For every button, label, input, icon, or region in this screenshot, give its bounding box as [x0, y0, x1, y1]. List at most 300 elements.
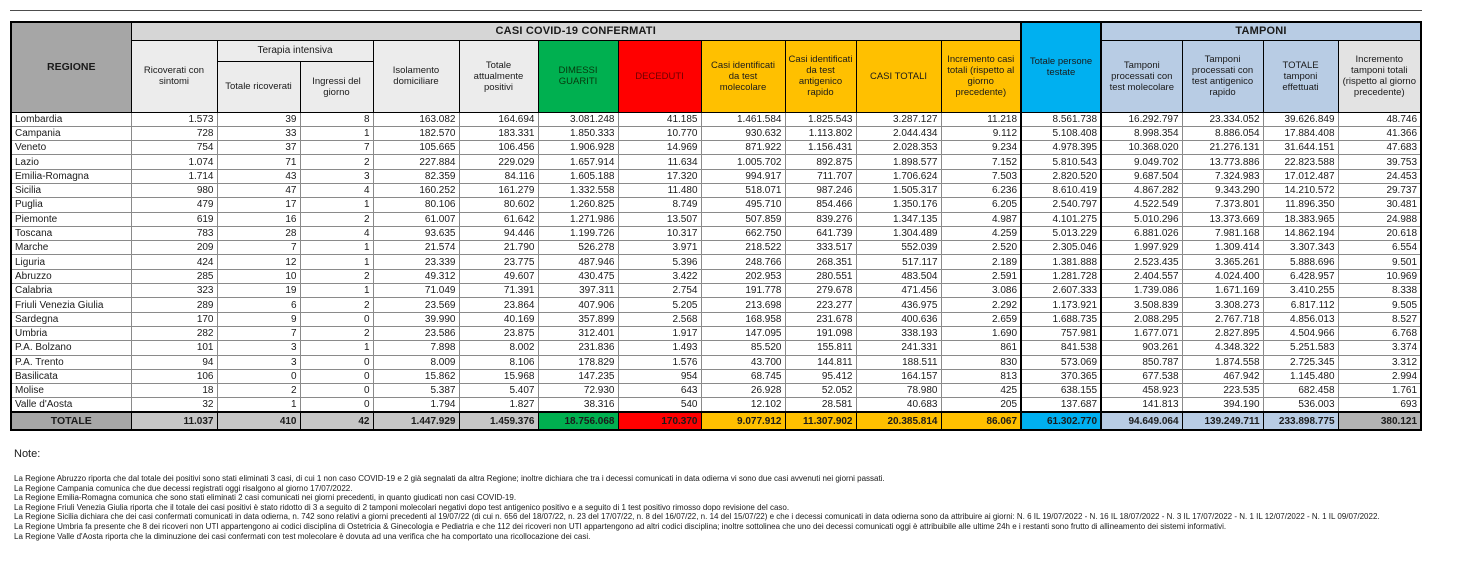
header-totale-tamponi: TOTALE tamponi effettuati	[1263, 40, 1338, 112]
cell-casi-totali: 400.636	[856, 312, 941, 326]
cell-incremento-casi-totali: 9.112	[941, 126, 1021, 140]
cell-tamponi-antigenico: 394.190	[1182, 398, 1263, 412]
cell-incremento-casi-totali: 205	[941, 398, 1021, 412]
cell-totale-attualmente-positivi: 164.694	[459, 112, 538, 126]
cell-tamponi-molecolare: 10.368.020	[1101, 141, 1182, 155]
cell-isolamento-domiciliare: 49.312	[373, 269, 459, 283]
cell-casi-totali: 1.505.317	[856, 183, 941, 197]
cell-tamponi-molecolare: 9.687.504	[1101, 169, 1182, 183]
cell-dimessi-guariti: 1.332.558	[538, 183, 618, 197]
cell-totale-tamponi: 536.003	[1263, 398, 1338, 412]
cell-casi-test-antigenico: 155.811	[785, 341, 856, 355]
cell-isolamento-domiciliare: 160.252	[373, 183, 459, 197]
cell-incremento-tamponi: 9.501	[1338, 255, 1421, 269]
cell-casi-totali: 436.975	[856, 298, 941, 312]
cell-totale-persone-testate: 2.305.046	[1021, 241, 1101, 255]
cell-tamponi-molecolare: 4.522.549	[1101, 198, 1182, 212]
cell-deceduti: 2.568	[618, 312, 701, 326]
region-name: Valle d'Aosta	[11, 398, 131, 412]
header-ricoverati-con-sintomi: Ricoverati con sintomi	[131, 40, 217, 112]
cell-tamponi-molecolare: 1.739.086	[1101, 284, 1182, 298]
cell-casi-test-molecolare: 1.461.584	[701, 112, 785, 126]
cell-terapia-intensiva-totale: 43	[217, 169, 300, 183]
cell-casi-totali: 164.157	[856, 369, 941, 383]
cell-incremento-casi-totali: 813	[941, 369, 1021, 383]
cell-tamponi-antigenico: 13.773.886	[1182, 155, 1263, 169]
cell-ricoverati-con-sintomi: 106	[131, 369, 217, 383]
cell-totale-tamponi: 2.725.345	[1263, 355, 1338, 369]
cell-terapia-intensiva-totale: 2	[217, 384, 300, 398]
cell-incremento-casi-totali: 2.591	[941, 269, 1021, 283]
cell-deceduti: 13.507	[618, 212, 701, 226]
cell-terapia-intensiva-ingressi: 8	[300, 112, 373, 126]
cell-tamponi-molecolare: 8.998.354	[1101, 126, 1182, 140]
cell-ricoverati-con-sintomi: 619	[131, 212, 217, 226]
cell-terapia-intensiva-ingressi: 4	[300, 226, 373, 240]
cell-isolamento-domiciliare: 93.635	[373, 226, 459, 240]
cell-isolamento-domiciliare: 80.106	[373, 198, 459, 212]
cell-tamponi-antigenico: 4.024.400	[1182, 269, 1263, 283]
cell-terapia-intensiva-ingressi: 1	[300, 126, 373, 140]
cell-casi-test-molecolare: 85.520	[701, 341, 785, 355]
cell-incremento-casi-totali: 4.987	[941, 212, 1021, 226]
region-name: Molise	[11, 384, 131, 398]
totale-tamponi-antigenico: 139.249.711	[1182, 412, 1263, 430]
cell-terapia-intensiva-totale: 3	[217, 341, 300, 355]
cell-tamponi-molecolare: 458.923	[1101, 384, 1182, 398]
cell-totale-attualmente-positivi: 80.602	[459, 198, 538, 212]
cell-incremento-tamponi: 24.453	[1338, 169, 1421, 183]
cell-totale-attualmente-positivi: 40.169	[459, 312, 538, 326]
cell-tamponi-antigenico: 13.373.669	[1182, 212, 1263, 226]
cell-casi-test-antigenico: 839.276	[785, 212, 856, 226]
cell-totale-persone-testate: 5.810.543	[1021, 155, 1101, 169]
cell-totale-persone-testate: 573.069	[1021, 355, 1101, 369]
table-row	[11, 112, 1421, 126]
cell-tamponi-antigenico: 23.334.052	[1182, 112, 1263, 126]
cell-casi-test-molecolare: 218.522	[701, 241, 785, 255]
table-row	[11, 255, 1421, 269]
cell-isolamento-domiciliare: 5.387	[373, 384, 459, 398]
cell-casi-totali: 78.980	[856, 384, 941, 398]
cell-isolamento-domiciliare: 163.082	[373, 112, 459, 126]
region-name: Lazio	[11, 155, 131, 169]
cell-ricoverati-con-sintomi: 424	[131, 255, 217, 269]
cell-isolamento-domiciliare: 23.586	[373, 326, 459, 340]
cell-isolamento-domiciliare: 82.359	[373, 169, 459, 183]
cell-casi-totali: 2.028.353	[856, 141, 941, 155]
totale-isolamento-domiciliare: 1.447.929	[373, 412, 459, 430]
cell-isolamento-domiciliare: 1.794	[373, 398, 459, 412]
header-terapia-intensiva: Terapia intensiva	[217, 40, 373, 61]
table-row	[11, 341, 1421, 355]
cell-terapia-intensiva-totale: 3	[217, 355, 300, 369]
cell-dimessi-guariti: 1.271.986	[538, 212, 618, 226]
cell-ricoverati-con-sintomi: 1.573	[131, 112, 217, 126]
cell-tamponi-molecolare: 850.787	[1101, 355, 1182, 369]
cell-ricoverati-con-sintomi: 479	[131, 198, 217, 212]
cell-casi-test-antigenico: 641.739	[785, 226, 856, 240]
cell-incremento-tamponi: 24.988	[1338, 212, 1421, 226]
cell-terapia-intensiva-ingressi: 1	[300, 241, 373, 255]
cell-totale-tamponi: 22.823.588	[1263, 155, 1338, 169]
cell-terapia-intensiva-totale: 0	[217, 369, 300, 383]
cell-terapia-intensiva-totale: 7	[217, 241, 300, 255]
table-row	[11, 183, 1421, 197]
cell-casi-test-molecolare: 12.102	[701, 398, 785, 412]
cell-casi-test-molecolare: 662.750	[701, 226, 785, 240]
cell-incremento-tamponi: 6.554	[1338, 241, 1421, 255]
cell-dimessi-guariti: 1.605.188	[538, 169, 618, 183]
page-top-rule	[10, 10, 1422, 11]
cell-terapia-intensiva-totale: 1	[217, 398, 300, 412]
cell-totale-attualmente-positivi: 23.864	[459, 298, 538, 312]
cell-dimessi-guariti: 147.235	[538, 369, 618, 383]
table-row	[11, 269, 1421, 283]
table-row	[11, 141, 1421, 155]
totale-totale-persone-testate: 61.302.770	[1021, 412, 1101, 430]
region-name: Toscana	[11, 226, 131, 240]
cell-tamponi-antigenico: 3.308.273	[1182, 298, 1263, 312]
totale-terapia-intensiva-ingressi: 42	[300, 412, 373, 430]
cell-casi-totali: 3.287.127	[856, 112, 941, 126]
cell-terapia-intensiva-ingressi: 1	[300, 255, 373, 269]
cell-terapia-intensiva-ingressi: 0	[300, 384, 373, 398]
cell-casi-test-antigenico: 1.156.431	[785, 141, 856, 155]
cell-dimessi-guariti: 1.657.914	[538, 155, 618, 169]
cell-terapia-intensiva-totale: 6	[217, 298, 300, 312]
cell-tamponi-antigenico: 2.827.895	[1182, 326, 1263, 340]
cell-dimessi-guariti: 1.850.333	[538, 126, 618, 140]
cell-incremento-tamponi: 9.505	[1338, 298, 1421, 312]
totale-dimessi-guariti: 18.756.068	[538, 412, 618, 430]
cell-terapia-intensiva-ingressi: 2	[300, 326, 373, 340]
cell-totale-persone-testate: 5.013.229	[1021, 226, 1101, 240]
cell-dimessi-guariti: 38.316	[538, 398, 618, 412]
cell-totale-persone-testate: 2.607.333	[1021, 284, 1101, 298]
cell-totale-tamponi: 17.884.408	[1263, 126, 1338, 140]
cell-totale-attualmente-positivi: 49.607	[459, 269, 538, 283]
cell-tamponi-molecolare: 5.010.296	[1101, 212, 1182, 226]
cell-ricoverati-con-sintomi: 170	[131, 312, 217, 326]
cell-tamponi-antigenico: 7.324.983	[1182, 169, 1263, 183]
cell-casi-test-antigenico: 711.707	[785, 169, 856, 183]
cell-casi-test-antigenico: 231.678	[785, 312, 856, 326]
covid-table-container	[10, 21, 1422, 431]
cell-incremento-casi-totali: 6.205	[941, 198, 1021, 212]
table-row	[11, 155, 1421, 169]
cell-casi-test-antigenico: 144.811	[785, 355, 856, 369]
cell-terapia-intensiva-totale: 39	[217, 112, 300, 126]
cell-totale-tamponi: 6.428.957	[1263, 269, 1338, 283]
table-footer	[11, 412, 1421, 430]
cell-tamponi-antigenico: 1.309.414	[1182, 241, 1263, 255]
cell-deceduti: 540	[618, 398, 701, 412]
cell-tamponi-antigenico: 7.981.168	[1182, 226, 1263, 240]
cell-terapia-intensiva-totale: 33	[217, 126, 300, 140]
cell-totale-tamponi: 682.458	[1263, 384, 1338, 398]
cell-terapia-intensiva-ingressi: 1	[300, 284, 373, 298]
totale-tamponi-molecolare: 94.649.064	[1101, 412, 1182, 430]
cell-deceduti: 1.493	[618, 341, 701, 355]
cell-totale-persone-testate: 5.108.408	[1021, 126, 1101, 140]
cell-isolamento-domiciliare: 15.862	[373, 369, 459, 383]
cell-casi-test-antigenico: 52.052	[785, 384, 856, 398]
cell-casi-totali: 2.044.434	[856, 126, 941, 140]
cell-tamponi-antigenico: 3.365.261	[1182, 255, 1263, 269]
cell-tamponi-antigenico: 223.535	[1182, 384, 1263, 398]
cell-incremento-casi-totali: 4.259	[941, 226, 1021, 240]
cell-dimessi-guariti: 1.906.928	[538, 141, 618, 155]
covid-table	[10, 21, 1422, 431]
cell-casi-test-molecolare: 930.632	[701, 126, 785, 140]
region-name: Sicilia	[11, 183, 131, 197]
cell-deceduti: 11.480	[618, 183, 701, 197]
cell-isolamento-domiciliare: 39.990	[373, 312, 459, 326]
cell-incremento-tamponi: 41.366	[1338, 126, 1421, 140]
note-line: La Regione Abruzzo riporta che dal totale dei positivi sono stati eliminati 3 casi, di cui 1 non caso COVID-19 e 2 già segnalati da altra Regione; inoltre dichiara che tra i decessi comunicati in data odierna vi sono due casi avvenuti nei giorni passati.	[14, 474, 885, 483]
totale-incremento-tamponi: 380.121	[1338, 412, 1421, 430]
cell-tamponi-molecolare: 677.538	[1101, 369, 1182, 383]
cell-terapia-intensiva-totale: 47	[217, 183, 300, 197]
table-row	[11, 284, 1421, 298]
cell-totale-tamponi: 14.210.572	[1263, 183, 1338, 197]
cell-totale-attualmente-positivi: 71.391	[459, 284, 538, 298]
note-line: La Regione Umbria fa presente che 8 dei ricoveri non UTI appartengono ai codici disciplina di Ostetricia & Ginecologia e Pediatria e che 112 dei ricoveri non UTI appartengono ad altri codici disciplina; inoltre sottolinea che uno dei decessi comunicati oggi è attribuibile alle ultime 24h e i restanti sono frutto di allineamento dei sistemi informativi.	[14, 521, 1227, 531]
notes-lines	[14, 474, 1454, 541]
region-name: Veneto	[11, 141, 131, 155]
totale-casi-test-antigenico: 11.307.902	[785, 412, 856, 430]
cell-casi-totali: 1.706.624	[856, 169, 941, 183]
cell-incremento-tamponi: 8.338	[1338, 284, 1421, 298]
cell-casi-totali: 517.117	[856, 255, 941, 269]
cell-casi-test-molecolare: 495.710	[701, 198, 785, 212]
cell-tamponi-molecolare: 2.404.557	[1101, 269, 1182, 283]
cell-totale-attualmente-positivi: 106.456	[459, 141, 538, 155]
table-row	[11, 312, 1421, 326]
cell-incremento-tamponi: 8.527	[1338, 312, 1421, 326]
cell-ricoverati-con-sintomi: 101	[131, 341, 217, 355]
cell-incremento-tamponi: 47.683	[1338, 141, 1421, 155]
cell-totale-attualmente-positivi: 15.968	[459, 369, 538, 383]
cell-incremento-casi-totali: 861	[941, 341, 1021, 355]
note-line: La Regione Friuli Venezia Giulia riporta che il totale dei casi positivi è stato ridotto di 3 a seguito di 2 tamponi molecolari negativi dopo test antigenico positivo e a seguito di 1 test positivo rimosso dopo revisione del caso.	[14, 502, 790, 512]
cell-incremento-casi-totali: 11.218	[941, 112, 1021, 126]
cell-casi-test-antigenico: 279.678	[785, 284, 856, 298]
banner-tamponi: TAMPONI	[1101, 22, 1421, 40]
cell-incremento-casi-totali: 2.189	[941, 255, 1021, 269]
cell-incremento-casi-totali: 9.234	[941, 141, 1021, 155]
cell-terapia-intensiva-ingressi: 3	[300, 169, 373, 183]
table-row	[11, 169, 1421, 183]
cell-deceduti: 17.320	[618, 169, 701, 183]
cell-deceduti: 643	[618, 384, 701, 398]
cell-tamponi-antigenico: 4.348.322	[1182, 341, 1263, 355]
header-tamponi-antigenico: Tamponi processati con test antigenico rapido	[1182, 40, 1263, 112]
cell-tamponi-molecolare: 3.508.839	[1101, 298, 1182, 312]
cell-tamponi-molecolare: 141.813	[1101, 398, 1182, 412]
cell-casi-test-molecolare: 518.071	[701, 183, 785, 197]
cell-ricoverati-con-sintomi: 285	[131, 269, 217, 283]
cell-totale-persone-testate: 1.281.728	[1021, 269, 1101, 283]
cell-dimessi-guariti: 1.260.825	[538, 198, 618, 212]
cell-deceduti: 10.770	[618, 126, 701, 140]
cell-casi-test-antigenico: 223.277	[785, 298, 856, 312]
cell-casi-test-antigenico: 268.351	[785, 255, 856, 269]
header-incremento-casi: Incremento casi totali (rispetto al giorno precedente)	[941, 40, 1021, 112]
cell-deceduti: 10.317	[618, 226, 701, 240]
cell-ricoverati-con-sintomi: 754	[131, 141, 217, 155]
totale-totale-attualmente-positivi: 1.459.376	[459, 412, 538, 430]
cell-isolamento-domiciliare: 23.569	[373, 298, 459, 312]
cell-casi-test-molecolare: 147.095	[701, 326, 785, 340]
cell-casi-totali: 483.504	[856, 269, 941, 283]
cell-terapia-intensiva-totale: 9	[217, 312, 300, 326]
cell-terapia-intensiva-ingressi: 1	[300, 341, 373, 355]
cell-dimessi-guariti: 312.401	[538, 326, 618, 340]
cell-incremento-casi-totali: 7.152	[941, 155, 1021, 169]
cell-casi-totali: 338.193	[856, 326, 941, 340]
cell-incremento-tamponi: 29.737	[1338, 183, 1421, 197]
cell-tamponi-antigenico: 8.886.054	[1182, 126, 1263, 140]
cell-casi-test-antigenico: 191.098	[785, 326, 856, 340]
cell-ricoverati-con-sintomi: 1.714	[131, 169, 217, 183]
cell-casi-totali: 1.350.176	[856, 198, 941, 212]
cell-dimessi-guariti: 178.829	[538, 355, 618, 369]
cell-terapia-intensiva-totale: 37	[217, 141, 300, 155]
cell-terapia-intensiva-totale: 19	[217, 284, 300, 298]
cell-totale-persone-testate: 1.381.888	[1021, 255, 1101, 269]
cell-deceduti: 14.969	[618, 141, 701, 155]
header-regione: REGIONE	[11, 22, 131, 112]
cell-terapia-intensiva-totale: 10	[217, 269, 300, 283]
cell-totale-persone-testate: 4.978.395	[1021, 141, 1101, 155]
cell-isolamento-domiciliare: 71.049	[373, 284, 459, 298]
totale-casi-totali: 20.385.814	[856, 412, 941, 430]
cell-terapia-intensiva-ingressi: 2	[300, 155, 373, 169]
cell-tamponi-molecolare: 2.088.295	[1101, 312, 1182, 326]
cell-tamponi-molecolare: 6.881.026	[1101, 226, 1182, 240]
cell-tamponi-antigenico: 7.373.801	[1182, 198, 1263, 212]
cell-deceduti: 11.634	[618, 155, 701, 169]
header-persone-testate: Totale persone testate	[1021, 22, 1101, 112]
header-dimessi-guariti: DIMESSI GUARITI	[538, 40, 618, 112]
cell-terapia-intensiva-ingressi: 7	[300, 141, 373, 155]
cell-tamponi-antigenico: 1.874.558	[1182, 355, 1263, 369]
region-name: Marche	[11, 241, 131, 255]
cell-incremento-casi-totali: 2.659	[941, 312, 1021, 326]
cell-casi-totali: 40.683	[856, 398, 941, 412]
cell-terapia-intensiva-totale: 71	[217, 155, 300, 169]
cell-totale-attualmente-positivi: 5.407	[459, 384, 538, 398]
region-name: Calabria	[11, 284, 131, 298]
note-line: La Regione Emilia-Romagna comunica che sono stati eliminati 2 casi comunicati nei giorni precedenti, in quanto giudicati non casi COVID-19.	[14, 493, 517, 503]
cell-incremento-tamponi: 3.374	[1338, 341, 1421, 355]
cell-ricoverati-con-sintomi: 94	[131, 355, 217, 369]
note-line: La Regione Valle d'Aosta riporta che la diminuzione dei casi confermati con test molecolare è dovuta ad una verifica che ha comportato una ricollocazione dei casi.	[14, 531, 591, 541]
cell-tamponi-molecolare: 4.867.282	[1101, 183, 1182, 197]
cell-casi-test-molecolare: 43.700	[701, 355, 785, 369]
region-name: Friuli Venezia Giulia	[11, 298, 131, 312]
cell-casi-test-molecolare: 26.928	[701, 384, 785, 398]
cell-terapia-intensiva-totale: 28	[217, 226, 300, 240]
cell-isolamento-domiciliare: 227.884	[373, 155, 459, 169]
header-ti-totale-ricoverati: Totale ricoverati	[217, 61, 300, 112]
cell-ricoverati-con-sintomi: 32	[131, 398, 217, 412]
totale-incremento-casi-totali: 86.067	[941, 412, 1021, 430]
cell-deceduti: 5.205	[618, 298, 701, 312]
cell-casi-test-antigenico: 95.412	[785, 369, 856, 383]
note-line: La Regione Campania comunica che due decessi registrati oggi risalgono al giorno 17/07/2022.	[14, 483, 353, 493]
cell-terapia-intensiva-ingressi: 2	[300, 298, 373, 312]
cell-totale-tamponi: 39.626.849	[1263, 112, 1338, 126]
region-name: Campania	[11, 126, 131, 140]
table-header	[11, 22, 1421, 112]
cell-casi-test-antigenico: 280.551	[785, 269, 856, 283]
cell-deceduti: 954	[618, 369, 701, 383]
cell-deceduti: 8.749	[618, 198, 701, 212]
cell-ricoverati-con-sintomi: 728	[131, 126, 217, 140]
cell-casi-totali: 241.331	[856, 341, 941, 355]
cell-incremento-casi-totali: 830	[941, 355, 1021, 369]
cell-totale-tamponi: 3.410.255	[1263, 284, 1338, 298]
cell-tamponi-antigenico: 9.343.290	[1182, 183, 1263, 197]
cell-casi-test-antigenico: 28.581	[785, 398, 856, 412]
cell-incremento-tamponi: 3.312	[1338, 355, 1421, 369]
cell-casi-test-molecolare: 248.766	[701, 255, 785, 269]
cell-totale-tamponi: 5.251.583	[1263, 341, 1338, 355]
note-line: La Regione Sicilia dichiara che dei casi confermati comunicati in data odierna, n. 742 sono relativi a giorni precedenti al 19/07/22 (di cui n. 656 del 18/07/22, n. 23 del 17/07/22, n. 8 del 16/07/22, n. 14 del 15/07/22) e che i decessi comunicati in data odierna sono da attribuire ai giorni: N. 6 IL 19/07/2022 - N. 16 IL 18/07/2022 - N. 3 IL 17/07/2022 - N. 1 IL 12/07/2022 - N. 1 IL 09/07/2022.	[14, 512, 1380, 522]
table-row	[11, 355, 1421, 369]
cell-ricoverati-con-sintomi: 18	[131, 384, 217, 398]
cell-ricoverati-con-sintomi: 323	[131, 284, 217, 298]
table-row	[11, 398, 1421, 412]
cell-terapia-intensiva-ingressi: 2	[300, 212, 373, 226]
cell-isolamento-domiciliare: 23.339	[373, 255, 459, 269]
cell-totale-persone-testate: 137.687	[1021, 398, 1101, 412]
cell-totale-tamponi: 5.888.696	[1263, 255, 1338, 269]
cell-incremento-casi-totali: 6.236	[941, 183, 1021, 197]
cell-casi-test-molecolare: 191.778	[701, 284, 785, 298]
cell-casi-totali: 552.039	[856, 241, 941, 255]
cell-incremento-casi-totali: 425	[941, 384, 1021, 398]
cell-incremento-casi-totali: 3.086	[941, 284, 1021, 298]
header-casi-totali: CASI TOTALI	[856, 40, 941, 112]
cell-casi-test-molecolare: 213.698	[701, 298, 785, 312]
cell-casi-test-molecolare: 507.859	[701, 212, 785, 226]
cell-terapia-intensiva-totale: 16	[217, 212, 300, 226]
totale-terapia-intensiva-totale: 410	[217, 412, 300, 430]
table-row	[11, 326, 1421, 340]
cell-tamponi-antigenico: 467.942	[1182, 369, 1263, 383]
cell-deceduti: 2.754	[618, 284, 701, 298]
region-name: Emilia-Romagna	[11, 169, 131, 183]
cell-terapia-intensiva-ingressi: 0	[300, 355, 373, 369]
table-row	[11, 384, 1421, 398]
cell-tamponi-molecolare: 1.997.929	[1101, 241, 1182, 255]
table-row	[11, 226, 1421, 240]
cell-totale-tamponi: 4.856.013	[1263, 312, 1338, 326]
table-row	[11, 298, 1421, 312]
cell-totale-persone-testate: 638.155	[1021, 384, 1101, 398]
cell-tamponi-antigenico: 2.767.718	[1182, 312, 1263, 326]
header-incremento-tamponi: Incremento tamponi totali (rispetto al giorno precedente)	[1338, 40, 1421, 112]
cell-casi-totali: 1.304.489	[856, 226, 941, 240]
cell-deceduti: 3.971	[618, 241, 701, 255]
cell-incremento-tamponi: 48.746	[1338, 112, 1421, 126]
header-deceduti: DECEDUTI	[618, 40, 701, 112]
cell-terapia-intensiva-ingressi: 1	[300, 198, 373, 212]
